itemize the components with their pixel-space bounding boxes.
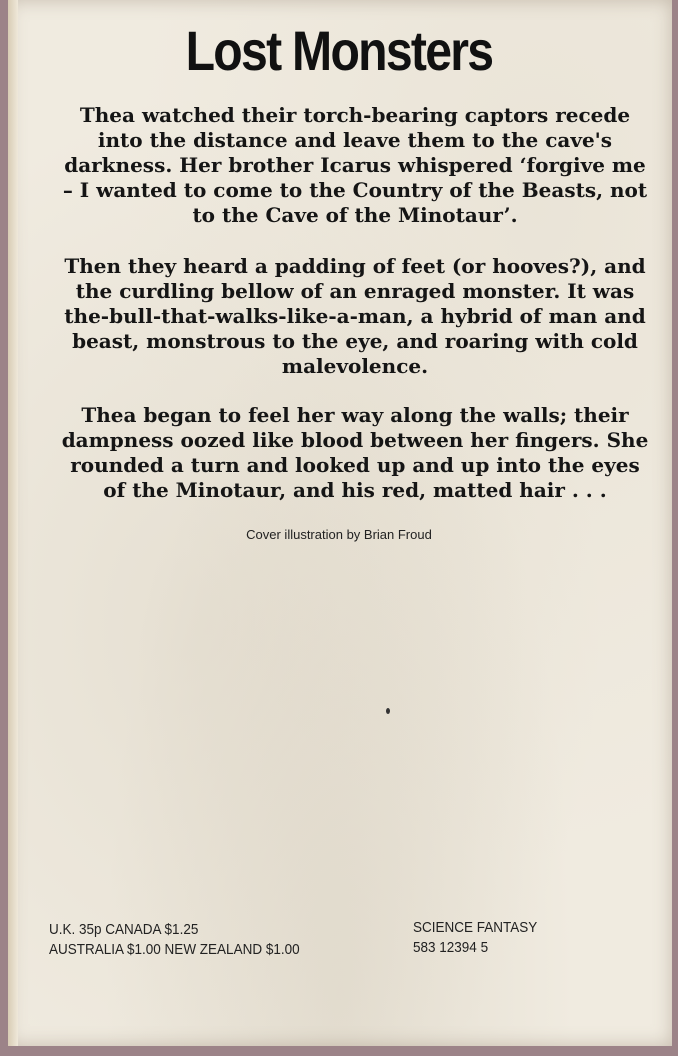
blurb-paragraph-3: Thea began to feel her way along the walls; their dampness oozed like blood between her fingers. She rounded a turn and looked up and up into the eyes of the Minotaur, and his red, matted hair . . . <box>61 403 649 502</box>
genre-label: SCIENCE FANTASY <box>413 919 538 936</box>
isbn-number: 583 12394 5 <box>413 939 489 956</box>
spine-edge <box>8 0 18 1046</box>
blurb-paragraph-2: Then they heard a padding of feet (or hooves?), and the curdling bellow of an enraged monster. It was the-bull-that-walks-like-a-man, a hybrid of man and beast, monstrous to the eye, and roaring with cold malevolence. <box>64 254 646 378</box>
blurb-paragraph-1: Thea watched their torch-bearing captors recede into the distance and leave them to the cave's darkness. Her brother Icarus whispered ‘forgive me – I wanted to come to the Country of the Beasts, not to the Cave of the Minotaur’. <box>62 103 648 227</box>
book-title: Lost Monsters <box>185 19 493 82</box>
paper-speck <box>386 708 390 714</box>
price-line-australia-nz: AUSTRALIA $1.00 NEW ZEALAND $1.00 <box>49 941 300 958</box>
cover-credit: Cover illustration by Brian Froud <box>246 527 432 542</box>
price-line-uk-canada: U.K. 35p CANADA $1.25 <box>49 921 199 938</box>
